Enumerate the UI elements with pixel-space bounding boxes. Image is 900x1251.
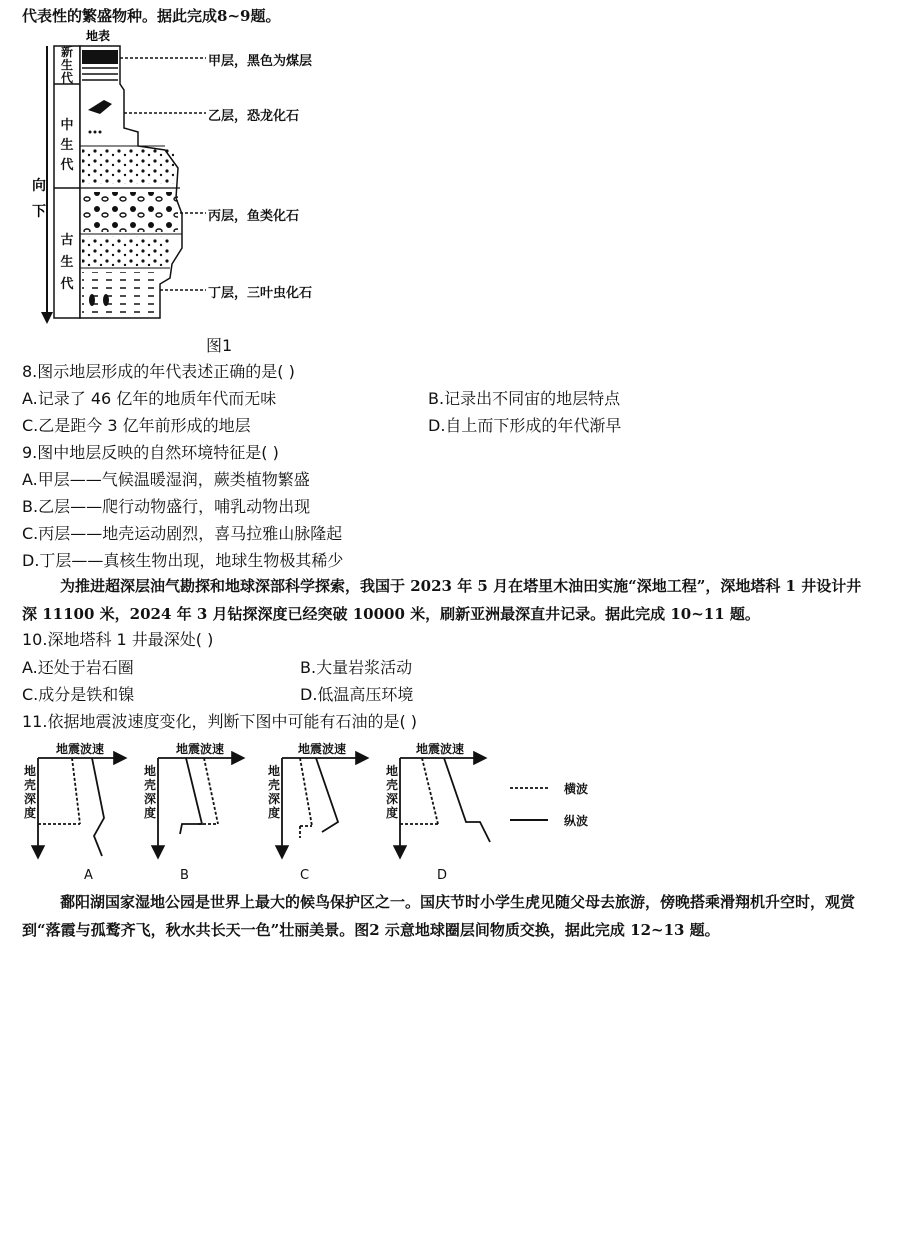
q8-stem: 8.图示地层形成的年代表述正确的是( ) bbox=[22, 362, 295, 381]
axis-side-b: 地壳深度 bbox=[144, 764, 157, 820]
seismic-wave-figure bbox=[20, 738, 620, 888]
q9-option-a: A.甲层——气候温暖湿润，蕨类植物繁盛 bbox=[22, 470, 310, 489]
legend-longitudinal-label: 纵波 bbox=[564, 814, 589, 828]
axis-top-b: 地震波速 bbox=[176, 742, 225, 756]
q9-option-c: C.丙层——地壳运动剧烈，喜马拉雅山脉隆起 bbox=[22, 524, 343, 543]
option-label-a: A bbox=[84, 868, 93, 883]
layer-label-bing: 丙层，鱼类化石 bbox=[208, 209, 300, 224]
q8-option-a: A.记录了 46 亿年的地质年代而无味 bbox=[22, 389, 277, 408]
figure-1 bbox=[20, 28, 340, 338]
option-label-c: C bbox=[300, 868, 310, 883]
axis-side-a: 地壳深度 bbox=[24, 764, 37, 820]
intro-tail: 代表性的繁盛物种。据此完成8~9题。 bbox=[22, 7, 281, 25]
q10-option-c: C.成分是铁和镍 bbox=[22, 685, 135, 704]
figure-1-caption: 图1 bbox=[206, 336, 233, 355]
option-label-b: B bbox=[180, 868, 189, 883]
era-mesozoic: 中生代 bbox=[60, 118, 74, 173]
layer-label-jia: 甲层，黑色为煤层 bbox=[208, 54, 313, 69]
layer-label-yi: 乙层，恐龙化石 bbox=[208, 109, 300, 124]
passage-12-13: 鄱阳湖国家湿地公园是世界上最大的候鸟保护区之一。国庆节时小学生虎见随父母去旅游，傍晚搭乘滑翔机升空时，观赏到“落霞与孤鹜齐飞，秋水共长天一色”壮丽美景。图2 示意地球圈层间物质交换，据此完成 12~13 题。 bbox=[22, 893, 856, 939]
q8-option-d: D.自上而下形成的年代渐早 bbox=[428, 416, 622, 435]
era-cenozoic: 新生代 bbox=[60, 45, 73, 85]
q9-option-d: D.丁层——真核生物出现，地球生物极其稀少 bbox=[22, 551, 344, 570]
graph-d bbox=[400, 758, 490, 856]
graph-a bbox=[38, 758, 124, 856]
q10-option-a: A.还处于岩石圈 bbox=[22, 658, 134, 677]
q8-option-b: B.记录出不同宙的地层特点 bbox=[428, 389, 621, 408]
axis-top-c: 地震波速 bbox=[298, 742, 347, 756]
q10-option-d: D.低温高压环境 bbox=[300, 685, 414, 704]
q10-option-b: B.大量岩浆活动 bbox=[300, 658, 413, 677]
direction-label-2: 下 bbox=[32, 204, 46, 220]
seismic-graphs bbox=[20, 738, 620, 888]
legend-transverse-label: 横波 bbox=[564, 782, 589, 796]
passage-10-11: 为推进超深层油气勘探和地球深部科学探索，我国于 2023 年 5 月在塔里木油田实施“深地工程”，深地塔科 1 井设计井深 11100 米，2024 年 3 月钻探深度已经突破 10000 米，刷新亚洲最深直井记录。据此完成 10~11 题。 bbox=[22, 577, 862, 623]
layer-label-ding: 丁层，三叶虫化石 bbox=[208, 286, 313, 301]
q11-stem: 11.依据地震波速度变化，判断下图中可能有石油的是( ) bbox=[22, 712, 418, 731]
direction-label-1: 向 bbox=[32, 178, 46, 194]
axis-top-a: 地震波速 bbox=[56, 742, 105, 756]
surface-label: 地表 bbox=[86, 29, 111, 43]
era-paleozoic: 古生代 bbox=[60, 233, 74, 292]
axis-side-d: 地壳深度 bbox=[386, 764, 399, 820]
q9-stem: 9.图中地层反映的自然环境特征是( ) bbox=[22, 443, 279, 462]
option-label-d: D bbox=[437, 868, 448, 883]
q9-option-b: B.乙层——爬行动物盛行，哺乳动物出现 bbox=[22, 497, 311, 516]
q10-stem: 10.深地塔科 1 井最深处( ) bbox=[22, 630, 214, 649]
q8-option-c: C.乙是距今 3 亿年前形成的地层 bbox=[22, 416, 251, 435]
down-arrow-icon bbox=[41, 312, 53, 324]
axis-top-d: 地震波速 bbox=[416, 742, 465, 756]
axis-side-c: 地壳深度 bbox=[268, 764, 281, 820]
graph-b bbox=[158, 758, 242, 856]
graph-c bbox=[282, 758, 366, 856]
